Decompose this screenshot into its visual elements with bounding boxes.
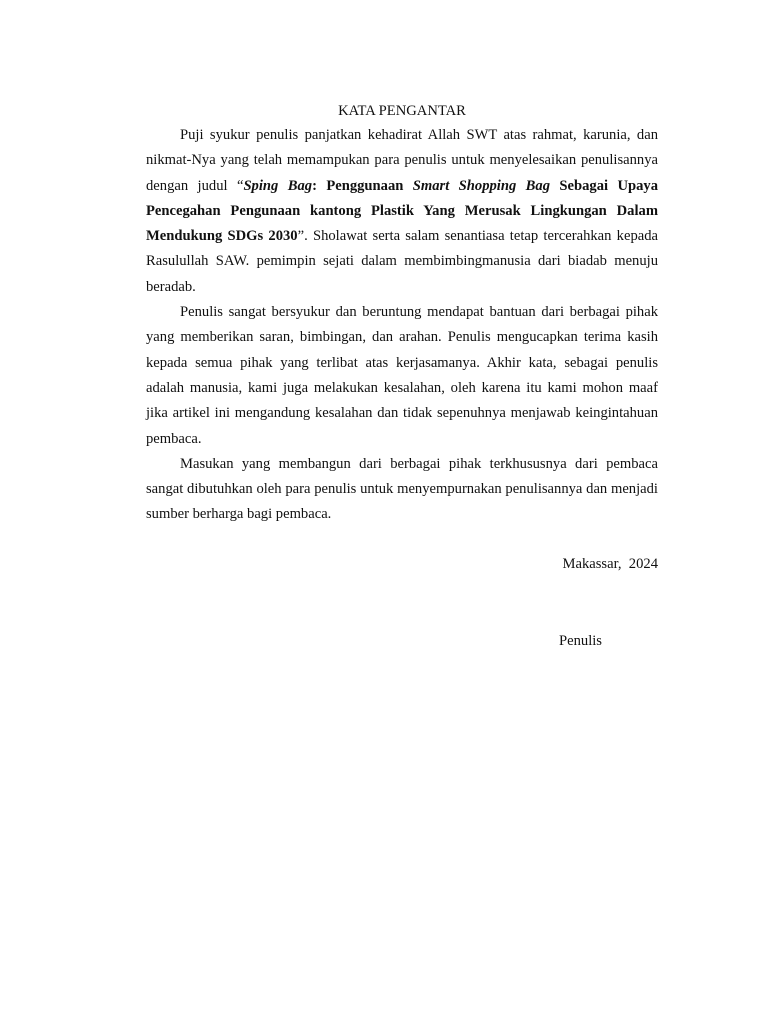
paragraph-1-title-bold-2: Sebagai Upaya Pencegahan Pengunaan kantong Plastik Yang Merusak Lingkungan Dalam Mendukung SDGs 2030: [146, 177, 659, 245]
paragraph-1: [146, 123, 658, 300]
paragraph-1-outro: ”. Sholawat serta salam senantiasa tetap tercerahkan kepada Rasulullah SAW. pemimpin sejati dalam membimbingmanusia dari biadab menuju beradab.: [146, 228, 659, 295]
paragraph-1-title-bold-1: : Penggunaan: [312, 177, 413, 194]
paragraph-3: Masukan yang membangun dari berbagai pihak terkhususnya dari pembaca sangat dibutuhkan oleh para penulis untuk menyempurnakan penulisannya dan menjadi sumber berharga bagi pembaca.: [146, 455, 658, 523]
paragraph-1-title-italic-1: Sping Bag: [243, 177, 313, 194]
document-body: [146, 100, 658, 528]
signature-label: Penulis: [559, 633, 602, 649]
paragraph-2: Penulis sangat bersyukur dan beruntung mendapat bantuan dari berbagai pihak yang memberikan saran, bimbingan, dan arahan. Penulis mengucapkan terima kasih kepada semua pihak yang terlibat atas kerjasamanya. Akhir kata, sebagai penulis adalah manusia, kami juga melakukan kesalahan, oleh karena itu kami mohon maaf jika artikel ini mengandung kesalahan dan tidak sepenuhnya menjawab keingintahuan pembaca.: [146, 304, 658, 447]
paragraph-1-intro: Puji syukur penulis panjatkan kehadirat Allah SWT atas rahmat, karunia, dan nikmat-Nya yang telah memampukan para penulis untuk menyelesaikan penulisannya dengan judul “: [146, 127, 658, 194]
paragraph-1-title-italic-2: Smart Shopping Bag: [412, 177, 551, 194]
page-title: KATA PENGANTAR: [338, 103, 466, 119]
place-date: Makassar, 2024: [562, 556, 658, 572]
